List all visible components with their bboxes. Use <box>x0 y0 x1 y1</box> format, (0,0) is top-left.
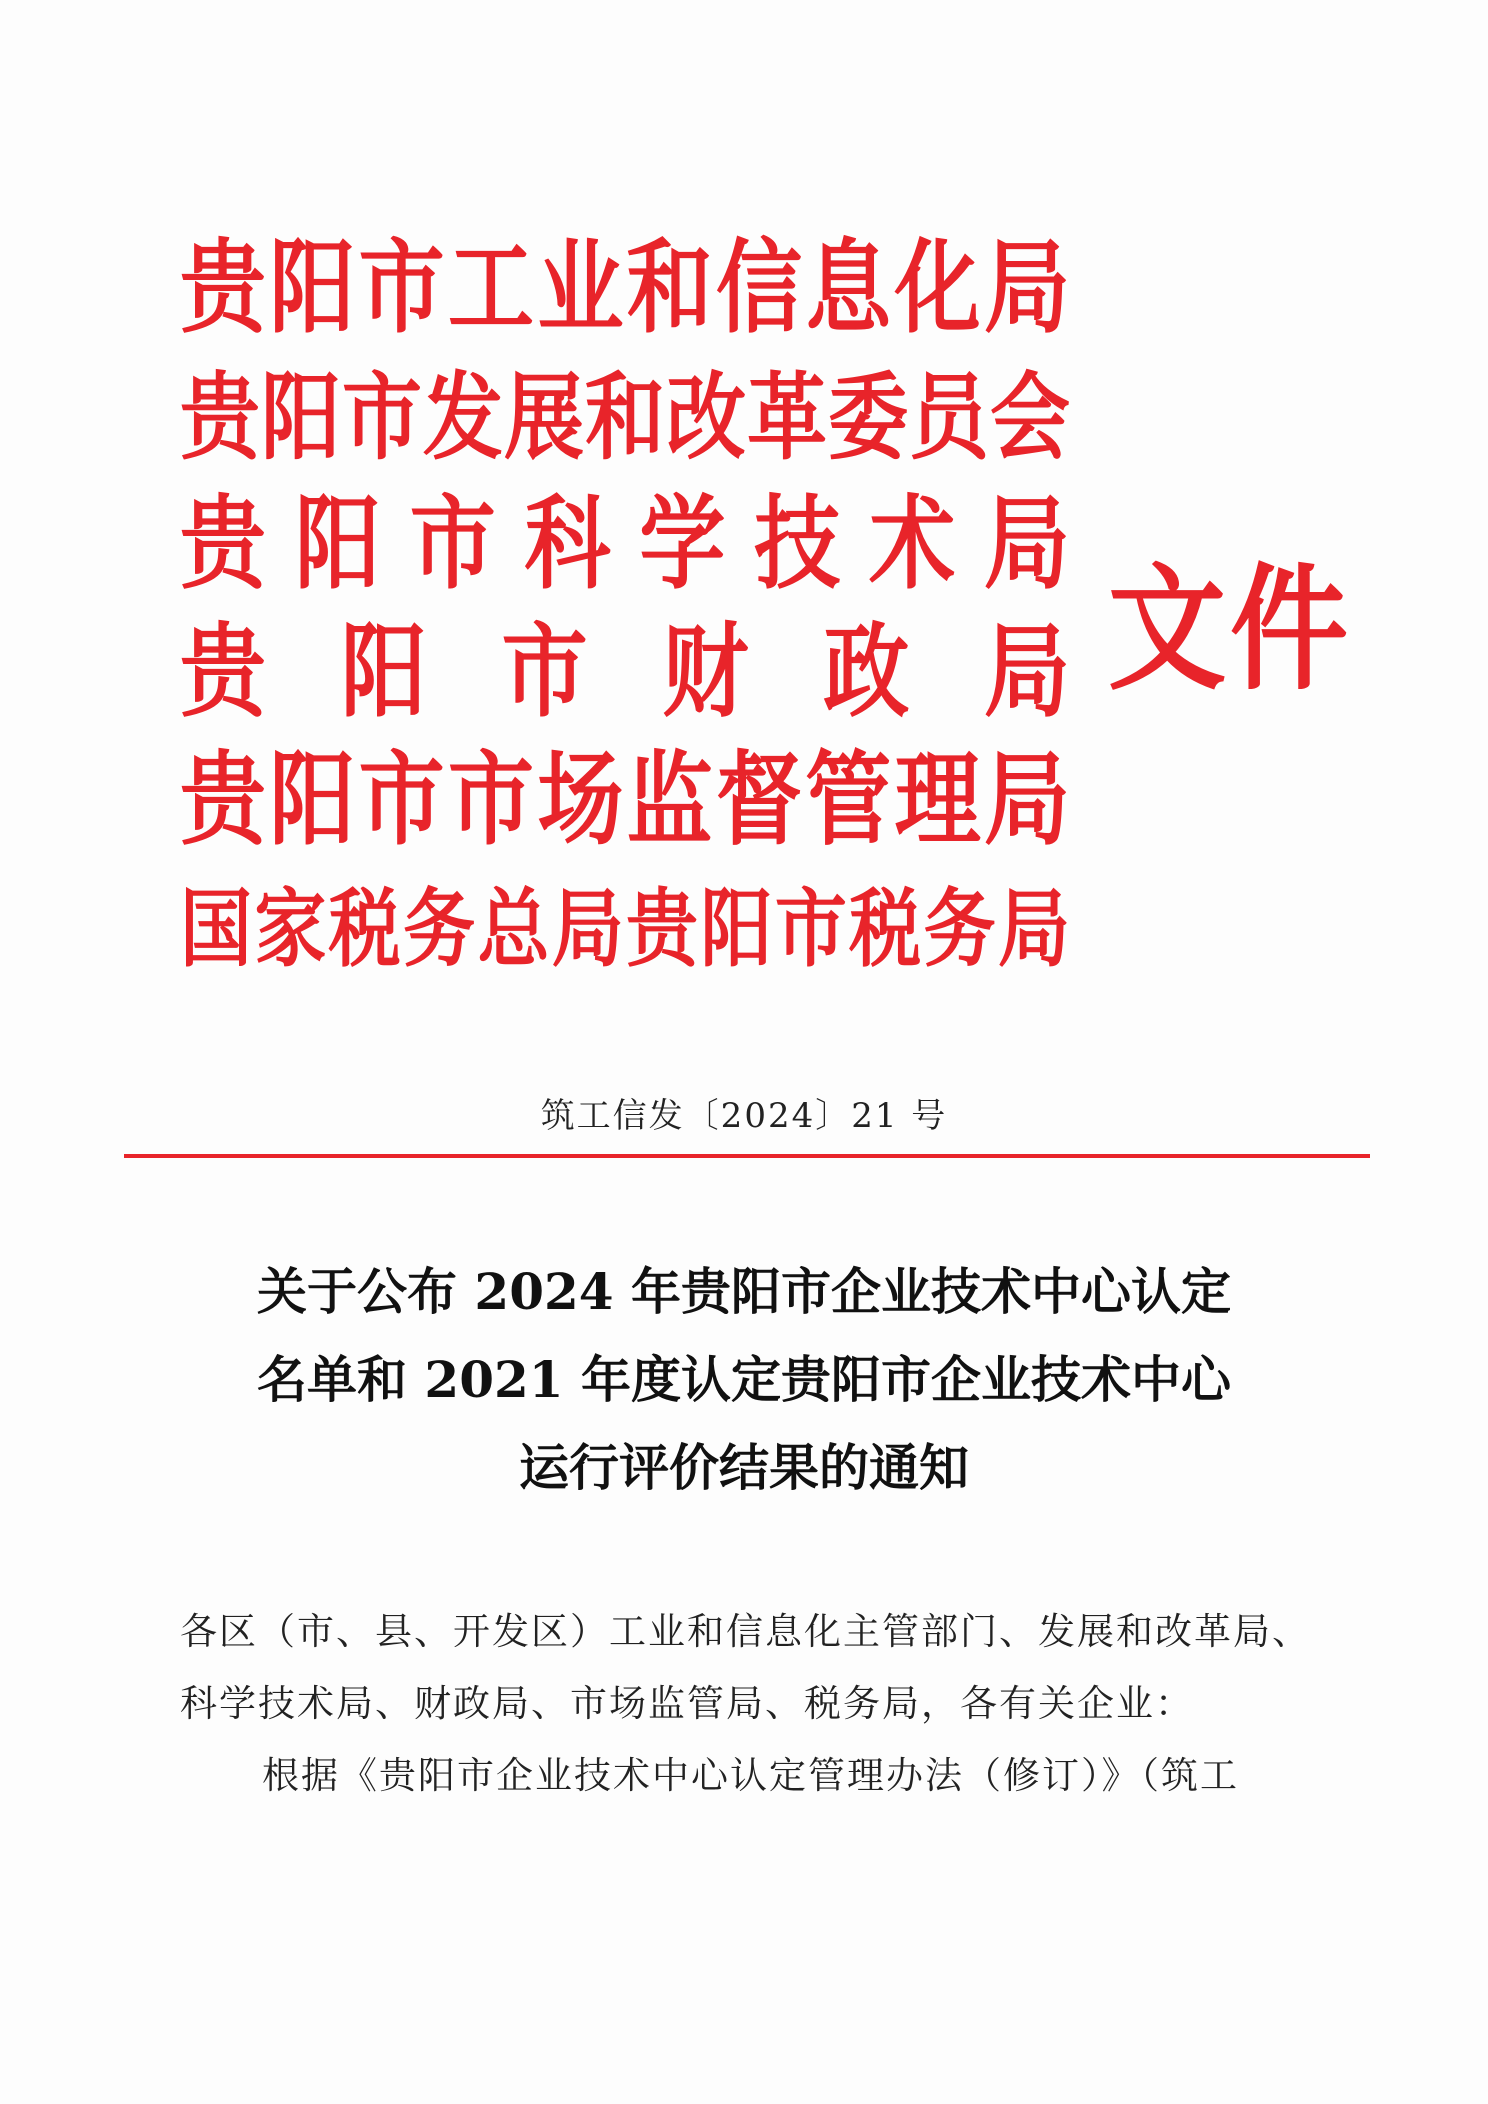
issuer-char: 阳 <box>269 740 356 860</box>
issuer-char: 政 <box>823 612 910 732</box>
red-divider <box>124 1154 1370 1158</box>
issuer-char: 市 <box>358 740 445 860</box>
issuer-char: 总 <box>477 878 550 979</box>
issuer-char: 和 <box>585 361 665 473</box>
issuer-line <box>180 853 1070 1004</box>
issuer-char: 术 <box>869 484 956 604</box>
issuer-char: 税 <box>328 878 401 979</box>
issuer-char: 理 <box>894 740 981 860</box>
document-number: 筑工信发〔2024〕21 号 <box>540 1096 948 1136</box>
title-line-3: 运行评价结果的通知 <box>519 1438 969 1497</box>
issuer-char: 市 <box>342 361 422 473</box>
issuer-char: 业 <box>537 228 624 348</box>
issuer-char: 市 <box>501 612 588 732</box>
issuer-char: 贵 <box>626 878 699 979</box>
issuer-char: 局 <box>983 484 1070 604</box>
issuer-char: 科 <box>524 484 611 604</box>
issuer-char: 阳 <box>340 612 427 732</box>
issuer-char: 工 <box>447 228 534 348</box>
issuer-char: 信 <box>715 228 802 348</box>
issuer-char: 贵 <box>180 361 260 473</box>
issuer-char: 局 <box>983 612 1070 732</box>
issuer-char: 贵 <box>180 484 266 604</box>
issuer-char: 员 <box>909 361 989 473</box>
addressee-line-1: 各区（市、县、开发区）工业和信息化主管部门、发展和改革局、 <box>180 1610 1311 1653</box>
issuer-char: 阳 <box>294 484 381 604</box>
issuer-char: 发 <box>423 361 503 473</box>
issuer-char: 管 <box>805 740 892 860</box>
issuer-char: 局 <box>983 740 1070 860</box>
issuer-char: 改 <box>666 361 746 473</box>
document-body <box>180 1596 1311 1812</box>
issuer-char: 技 <box>754 484 841 604</box>
issuer-char: 息 <box>805 228 892 348</box>
issuer-char: 市 <box>358 228 445 348</box>
issuer-char: 贵 <box>180 228 266 348</box>
issuer-char: 阳 <box>261 361 341 473</box>
issuer-char: 市 <box>774 878 847 979</box>
document-title <box>0 1248 1488 1512</box>
issuer-char: 化 <box>894 228 981 348</box>
issuer-char: 局 <box>551 878 624 979</box>
issuer-char: 财 <box>662 612 749 732</box>
issuer-char: 监 <box>626 740 713 860</box>
issuer-char: 务 <box>923 878 996 979</box>
body-paragraph-1: 根据《贵阳市企业技术中心认定管理办法（修订）》（筑工 <box>262 1754 1239 1797</box>
issuer-char: 学 <box>639 484 726 604</box>
issuer-char: 会 <box>990 361 1070 473</box>
issuer-char: 国 <box>180 878 253 979</box>
issuer-char: 贵 <box>180 740 266 860</box>
issuer-char: 督 <box>715 740 802 860</box>
issuer-char: 和 <box>626 228 713 348</box>
issuer-char: 展 <box>504 361 584 473</box>
issuer-char: 贵 <box>180 612 266 732</box>
addressee-line-2: 科学技术局、财政局、市场监管局、税务局，各有关企业： <box>180 1682 1194 1725</box>
issuer-char: 场 <box>537 740 624 860</box>
issuer-char: 务 <box>403 878 476 979</box>
issuer-char: 革 <box>747 361 827 473</box>
issuer-char: 阳 <box>269 228 356 348</box>
issuer-char: 税 <box>849 878 922 979</box>
title-line-1: 关于公布 2024 年贵阳市企业技术中心认定 <box>257 1262 1231 1321</box>
document-type-label: 文件 <box>1108 548 1353 709</box>
issuer-char: 局 <box>997 878 1070 979</box>
issuer-char: 局 <box>983 228 1070 348</box>
issuer-list <box>180 225 1070 993</box>
issuer-char: 家 <box>254 878 327 979</box>
title-line-2: 名单和 2021 年度认定贵阳市企业技术中心 <box>257 1350 1231 1409</box>
issuer-char: 市 <box>409 484 496 604</box>
issuer-char: 阳 <box>700 878 773 979</box>
issuer-char: 市 <box>447 740 534 860</box>
issuer-char: 委 <box>828 361 908 473</box>
